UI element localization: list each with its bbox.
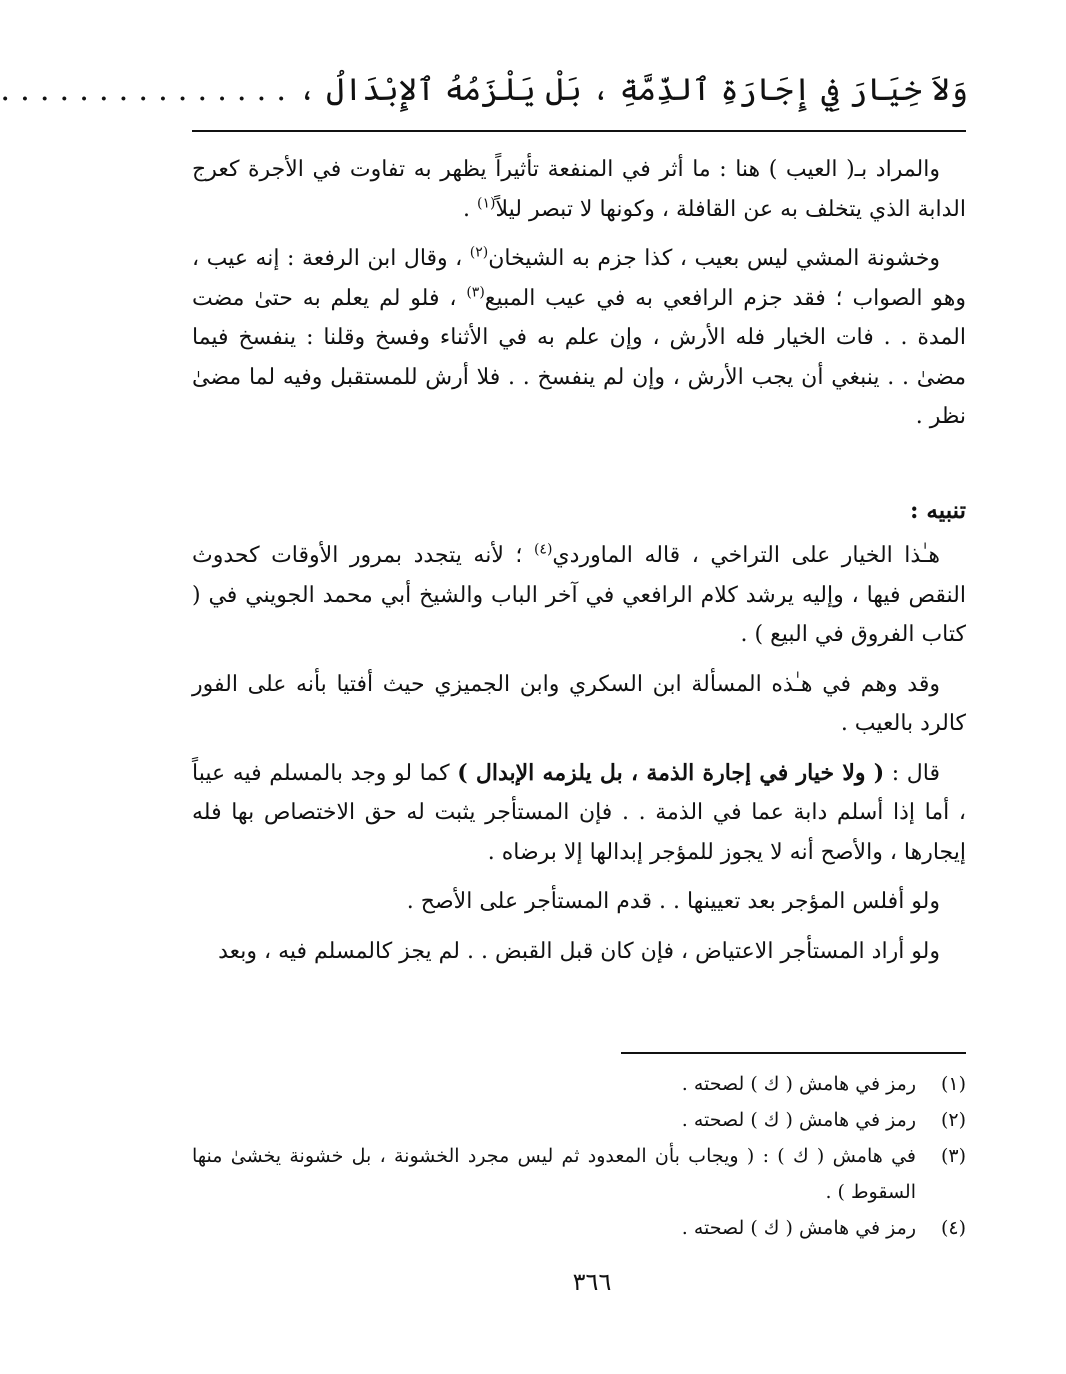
footnote-number: (٤) <box>940 1217 966 1239</box>
footnote-text: رمز في هامش ( ك ) لصحته . <box>681 1109 916 1131</box>
footnote-number: (٢) <box>940 1109 966 1131</box>
footnote-ref-4: (٤) <box>533 541 553 558</box>
page-number: ٣٦٦ <box>572 1268 612 1296</box>
footnote-number: (١) <box>940 1073 966 1095</box>
paragraph-substitution: ولو أراد المستأجر الاعتياض ، فإن كان قبل القبض . . لم يجز كالمسلم فيه ، وبعد <box>218 938 940 964</box>
footnote-ref-3: (٣) <box>466 284 485 301</box>
matn-continuation-dots: . . . . . . . . . . . . . . . <box>0 72 287 108</box>
paragraph-option-delay: هـٰذا الخيار على التراخي ، قاله الماوردي$^{(٤)}$ ؛ لأنه يتجدد بمرور الأوقات كحدوث النقص فيها ، وإليه يرشد كلام الرافعي في آخر الباب والشيخ أبي محمد الجويني في ( كتاب الفروق في البيع ) . <box>192 541 966 647</box>
footnote-2 <box>192 1102 966 1138</box>
footnote-text: في هامش ( ك ) : ( ويجاب بأن المعدود ثم ليس مجرد الخشونة ، بل خشونة يخشىٰ منها السقوط ) . <box>192 1145 916 1203</box>
quoted-matn: ( ولا خيار في إجارة الذمة ، بل يلزمه الإبدال ) <box>457 759 885 786</box>
section-gap <box>192 447 966 491</box>
footnote-number: (٣) <box>940 1145 966 1167</box>
tanbih-heading: تنبيه : <box>909 496 966 524</box>
footnote-3 <box>192 1138 966 1210</box>
footnote-4 <box>192 1210 966 1246</box>
footnote-1 <box>192 1066 966 1102</box>
footnote-text: رمز في هامش ( ك ) لصحته . <box>681 1217 916 1239</box>
matn-text: وَلاَ خِيَارَ فِي إِجَارَةِ ٱلذِّمَّةِ ، بَلْ يَلْزَمُهُ ٱلإِبْدَالُ ، <box>298 72 968 108</box>
paragraph-qala: قال : ( ولا خيار في إجارة الذمة ، بل يلزمه الإبدال ) كما لو وجد بالمسلم فيه عيباً ، أما إذا أسلم دابة عما في الذمة . . فإن المستأجر يثبت له حق الاختصاص بها فله إيجارها ، والأصح أنه لا يجوز للمؤجر إبدالها إلا برضاه . <box>192 759 966 865</box>
footnotes <box>192 1066 966 1246</box>
commentary-body <box>192 150 966 981</box>
footnote-rule <box>621 1052 966 1054</box>
footnote-ref-2: (٢) <box>469 244 489 261</box>
paragraph-mistake-note: وقد وهم في هـٰذه المسألة ابن السكري وابن الجميزي حيث أفتيا بأنه على الفور كالرد بالعيب . <box>192 671 966 736</box>
paragraph-rough-walk: وخشونة المشي ليس بعيب ، كذا جزم به الشيخان$^{(٢)}$ ، وقال ابن الرفعة : إنه عيب ، وهو الصواب ؛ فقد جزم الرافعي به في عيب المبيع$^{(٣)}$ ، فلو لم يعلم به حتىٰ مضت المدة . . فات الخيار فله الأرش ، وإن علم به في الأثناء وفسخ وقلنا : ينفسخ فيما مضىٰ . . ينبغي أن يجب الأرش ، وإن لم ينفسخ . . فلا أرش للمستقبل وفيه لما مضىٰ نظر . <box>192 244 966 429</box>
footnote-text: رمز في هامش ( ك ) لصحته . <box>681 1073 916 1095</box>
paragraph-defect-definition: والمراد بـ( العيب ) هنا : ما أثر في المنفعة تأثيراً يظهر به تفاوت في الأجرة كعرج الدابة الذي يتخلف به عن القافلة ، وكونها لا تبصر ليلاً$^{(١)}$ . <box>192 157 966 222</box>
matn-header <box>0 62 968 118</box>
header-rule <box>192 130 966 132</box>
paragraph-bankruptcy: ولو أفلس المؤجر بعد تعيينها . . قدم المستأجر على الأصح . <box>406 889 940 914</box>
footnote-ref-1: (١) <box>477 195 496 212</box>
